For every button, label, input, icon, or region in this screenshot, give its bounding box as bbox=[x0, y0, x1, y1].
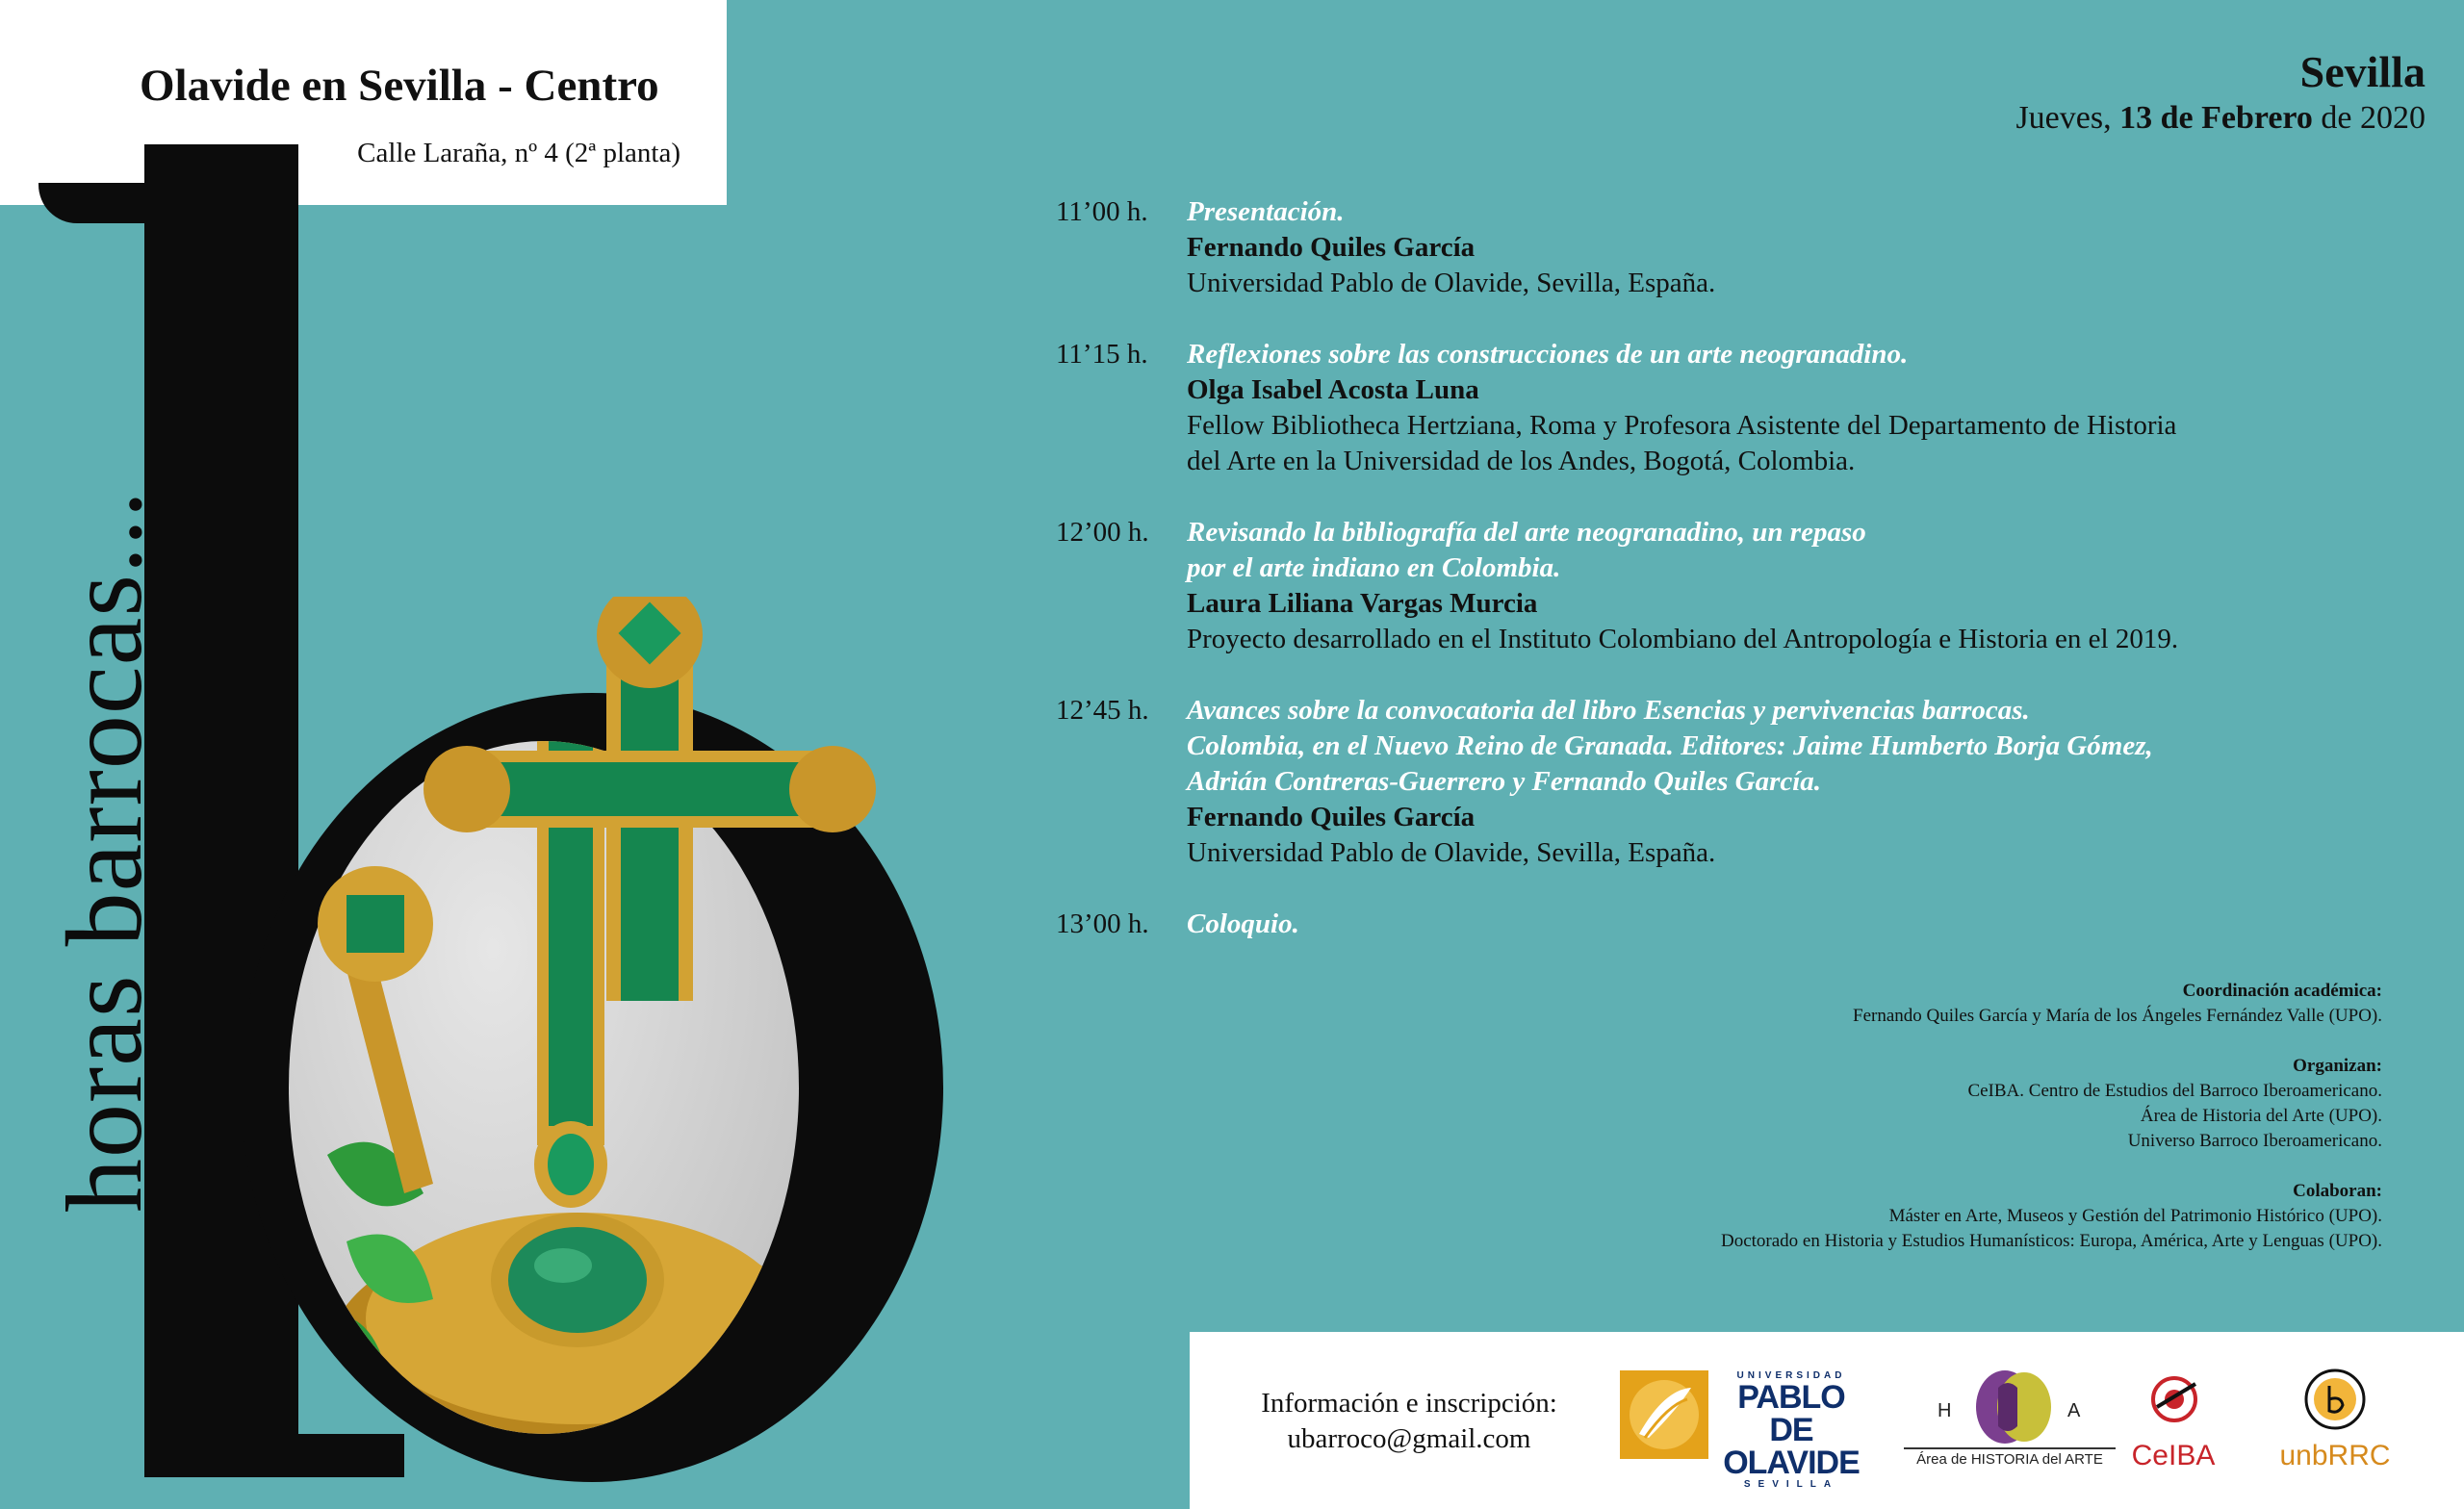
session-item bbox=[1056, 337, 2403, 479]
credits bbox=[1721, 979, 2382, 1279]
session-affiliation: Universidad Pablo de Olavide, Sevilla, España. bbox=[1187, 837, 1716, 868]
session-speaker: Olga Isabel Acosta Luna bbox=[1187, 374, 1479, 405]
venue-title: Olavide en Sevilla - Centro bbox=[140, 61, 659, 111]
session-title: Revisando la bibliografía del arte neogranadino, un repaso por el arte indiano en Colombia. bbox=[1187, 517, 1866, 583]
session-title: Presentación. bbox=[1187, 196, 1345, 227]
session-time: 12’00 h. bbox=[1056, 517, 1149, 548]
upo-bottom: SEVILLA bbox=[1743, 1479, 1839, 1490]
info-label: Información e inscripción: bbox=[1261, 1388, 1557, 1419]
organizers-label: Organizan: bbox=[2293, 1056, 2382, 1076]
series-title: horas barrocas... bbox=[45, 490, 165, 1213]
contact-email[interactable]: ubarroco@gmail.com bbox=[1287, 1423, 1531, 1454]
collaborator-line: Máster en Arte, Museos y Gestión del Patrimonio Histórico (UPO). bbox=[1888, 1206, 2382, 1226]
coordination-line: Fernando Quiles García y María de los Ángeles Fernández Valle (UPO). bbox=[1853, 1006, 2382, 1026]
upo-main: PABLO DE OLAVIDE bbox=[1723, 1379, 1860, 1481]
credits-collaborators bbox=[1721, 1179, 2382, 1254]
credits-coordination bbox=[1721, 979, 2382, 1029]
area-historia-arte-label: Área de HISTORIA del ARTE bbox=[1904, 1447, 2116, 1468]
session-time: 11’00 h. bbox=[1056, 196, 1148, 227]
session-item bbox=[1056, 515, 2403, 657]
session-speaker: Laura Liliana Vargas Murcia bbox=[1187, 588, 1538, 619]
session-title: Avances sobre la convocatoria del libro Esencias y pervivencias barrocas. Colombia, en el Nuevo Reino de Granada. Editores: Jaime Humberto Borja Gómez, Adrián Contreras-Guerrero y Fernando Quiles García. bbox=[1187, 695, 2153, 797]
session-time: 11’15 h. bbox=[1056, 339, 1148, 370]
session-time: 12’45 h. bbox=[1056, 695, 1149, 726]
session-speaker: Fernando Quiles García bbox=[1187, 802, 1476, 832]
big-letter-serif bbox=[38, 183, 154, 223]
session-speaker: Fernando Quiles García bbox=[1187, 232, 1476, 263]
collaborator-line: Doctorado en Historia y Estudios Humanísticos: Europa, América, Arte y Lenguas (UPO). bbox=[1720, 1231, 2382, 1251]
big-letter-foot bbox=[144, 1434, 404, 1477]
session-item bbox=[1056, 907, 2403, 942]
session-item bbox=[1056, 693, 2403, 871]
session-affiliation: Fellow Bibliotheca Hertziana, Roma y Profesora Asistente del Departamento de Historia del Arte en la Universidad de los Andes, Bogotá, Colombia. bbox=[1187, 410, 2177, 476]
area-letter-h: H bbox=[1938, 1400, 1952, 1421]
session-item bbox=[1056, 194, 2403, 301]
event-city: Sevilla bbox=[2299, 47, 2426, 96]
schedule bbox=[1056, 194, 2403, 978]
cross-ornament-top bbox=[279, 597, 876, 1001]
ceiba-label: CeIBA bbox=[2131, 1440, 2216, 1471]
coordination-label: Coordinación académica: bbox=[2182, 981, 2382, 1001]
big-letter-stem bbox=[144, 144, 298, 1477]
unb-label: unbRRC bbox=[2279, 1440, 2391, 1471]
collaborators-label: Colaboran: bbox=[2293, 1181, 2382, 1201]
event-weekday: Jueves, bbox=[2015, 100, 2112, 136]
organizer-line: Área de Historia del Arte (UPO). bbox=[2140, 1106, 2382, 1126]
venue-address: Calle Laraña, nº 4 (2ª planta) bbox=[357, 138, 680, 168]
footer bbox=[1190, 1332, 2464, 1509]
event-year: de 2020 bbox=[2321, 100, 2426, 136]
upo-logo-icon bbox=[1620, 1370, 1708, 1459]
venue-box bbox=[0, 0, 727, 205]
event-day-month: 13 de Febrero bbox=[2119, 100, 2313, 136]
session-time: 13’00 h. bbox=[1056, 908, 1149, 939]
contact-info bbox=[1245, 1386, 1573, 1457]
organizer-line: CeIBA. Centro de Estudios del Barroco Iberoamericano. bbox=[1967, 1081, 2382, 1101]
credits-organizers bbox=[1721, 1054, 2382, 1154]
event-date bbox=[2015, 100, 2426, 137]
ceiba-logo-icon bbox=[2138, 1363, 2211, 1436]
upo-wordmark bbox=[1714, 1370, 1868, 1490]
session-affiliation: Proyecto desarrollado en el Instituto Colombiano del Antropología e Historia en el 2019. bbox=[1187, 624, 2179, 654]
session-title: Coloquio. bbox=[1187, 908, 1299, 939]
upo-top: UNIVERSIDAD bbox=[1736, 1370, 1846, 1381]
organizer-line: Universo Barroco Iberoamericano. bbox=[2127, 1131, 2382, 1151]
area-historia-arte-logo-icon bbox=[1904, 1368, 2116, 1445]
unb-logo-icon bbox=[2287, 1363, 2383, 1436]
session-title: Reflexiones sobre las construcciones de un arte neogranadino. bbox=[1187, 339, 1909, 370]
session-affiliation: Universidad Pablo de Olavide, Sevilla, España. bbox=[1187, 268, 1716, 298]
area-letter-a: A bbox=[2067, 1400, 2081, 1421]
